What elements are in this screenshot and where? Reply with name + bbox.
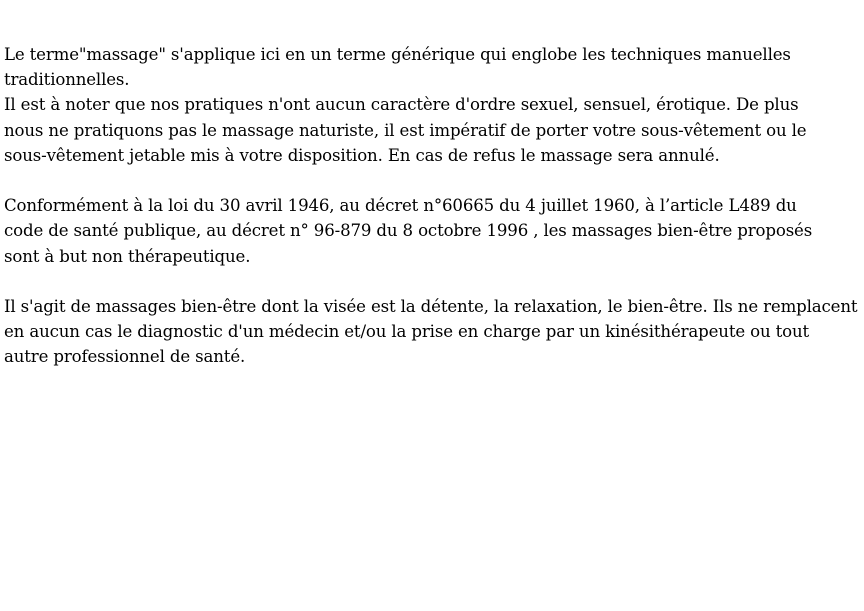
legal-notice-text (4, 42, 860, 370)
text-line: Conformément à la loi du 30 avril 1946, au décret n°60665 du 4 juillet 1960, à l’article L489 du (4, 196, 797, 216)
text-line: Le terme"massage" s'applique ici en un terme générique qui englobe les techniques manuelles (4, 45, 791, 64)
paragraph-massage-definition (4, 42, 860, 92)
paragraph-wellbeing-disclaimer (4, 294, 860, 370)
text-line: autre professionnel de santé. (4, 347, 246, 367)
text-line: traditionnelles. (4, 70, 130, 90)
text-line: sous-vêtement jetable mis à votre disposition. En cas de refus le massage sera annulé. (4, 145, 720, 165)
text-line: en aucun cas le diagnostic d'un médecin et/ou la prise en charge par un kinésithérapeute ou tout (4, 322, 810, 342)
paragraph-spacer (4, 168, 860, 193)
paragraph-spacer (4, 269, 860, 294)
text-line: sont à but non thérapeutique. (4, 246, 251, 266)
text-line: Il est à noter que nos pratiques n'ont aucun caractère d'ordre sexuel, sensuel, érotique. De plus (4, 95, 799, 115)
paragraph-non-sexual-notice (4, 92, 860, 168)
text-line: nous ne pratiquons pas le massage naturiste, il est impératif de porter votre sous-vêtement ou le (4, 120, 807, 140)
text-line: code de santé publique, au décret n° 96-879 du 8 octobre 1996 , les massages bien-être proposés (4, 221, 813, 241)
paragraph-legal-reference (4, 193, 860, 269)
text-line: Il s'agit de massages bien-être dont la visée est la détente, la relaxation, le bien-être. Ils ne remplacent (4, 297, 858, 316)
